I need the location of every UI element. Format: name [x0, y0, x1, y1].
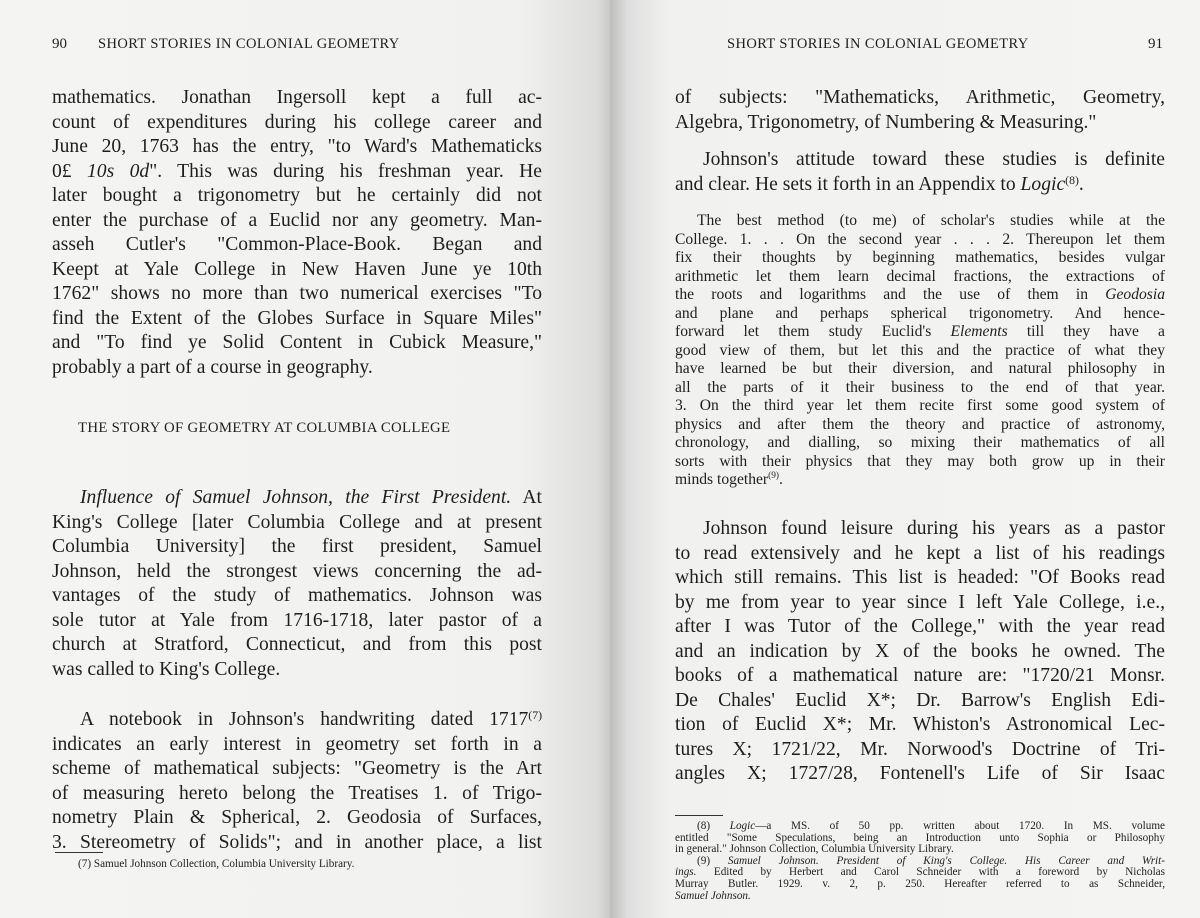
- text-line: books of a mathematical nature are: "1720/21 Monsr.: [675, 665, 1165, 686]
- text-line: physics and after them the theory and practice of astronomy,: [675, 415, 1165, 433]
- text-line: enter the purchase of a Euclid nor any geometry. Man-: [52, 209, 542, 231]
- text-line: Algebra, Trigonometry, of Numbering & Measuring.": [675, 111, 1097, 133]
- text-line: vantages of the study of mathematics. Johnson was: [52, 585, 542, 606]
- text-line: Columbia University] the first president, Samuel: [52, 536, 542, 557]
- text-line: A notebook in Johnson's handwriting dated 1717$^{(7)}$: [80, 709, 542, 730]
- text-line: of subjects: "Mathematicks, Arithmetic, Geometry,: [675, 87, 1165, 108]
- text-line: 0£ 10s 0d". This was during his freshman year. He: [52, 160, 542, 182]
- footnote: [78, 859, 478, 871]
- text-line: sorts with their physics that they may both grow up in their: [675, 452, 1165, 470]
- text-line: nometry Plain & Spherical, 2. Geodosia of Surfaces,: [52, 807, 542, 828]
- text-line: Influence of Samuel Johnson, the First President. At: [80, 487, 542, 508]
- text-line: and "To find ye Solid Content in Cubick Measure,": [52, 332, 542, 353]
- paragraph: [675, 148, 1165, 197]
- text-line: after I was Tutor of the College," with the year read: [675, 616, 1165, 637]
- paragraph: [675, 517, 1165, 787]
- text-line: the roots and logarithms and the use of them in Geodosia: [675, 286, 1165, 303]
- text-line: forward let them study Euclid's Elements till they have a: [675, 323, 1165, 340]
- text-line: and plane and perhaps spherical trigonometry. And hence-: [675, 304, 1165, 322]
- text-line: minds together$^{(9)}$.: [675, 471, 783, 488]
- text-line: chronology, and dialling, so mixing their mathematics of all: [675, 434, 1165, 451]
- right-page: [610, 0, 1200, 918]
- text-line: tures X; 1721/22, Mr. Norwood's Doctrine of Tri-: [675, 738, 1165, 760]
- footnote-rule: [55, 852, 103, 853]
- text-line: The best method (to me) of scholar's studies while at the: [697, 212, 1165, 229]
- text-line: 3. Stereometry of Solids"; and in another place, a list: [52, 831, 542, 853]
- text-line: asseh Cutler's "Common-Place-Book. Began and: [52, 234, 542, 255]
- text-line: Johnson's attitude toward these studies is definite: [703, 149, 1165, 170]
- text-line: indicates an early interest in geometry set forth in a: [52, 733, 542, 755]
- text-line: tion of Euclid X*; Mr. Whiston's Astronomical Lec-: [675, 714, 1165, 735]
- running-head: SHORT STORIES IN COLONIAL GEOMETRY: [727, 36, 1029, 52]
- text-line: by me from year to year since I left Yale College, i.e.,: [675, 591, 1165, 613]
- text-line: Johnson, held the strongest views concerning the ad-: [52, 560, 542, 582]
- text-line: and an indication by X of the books he owned. The: [675, 640, 1165, 662]
- text-line: find the Extent of the Globes Surface in Square Miles": [52, 307, 542, 329]
- text-line: later bought a trigonometry but he certainly did not: [52, 185, 542, 206]
- text-line: angles X; 1727/28, Fontenell's Life of Sir Isaac: [675, 763, 1165, 784]
- text-line: have learned be but their diversion, and natural philosophy in: [675, 360, 1165, 377]
- text-line: King's College [later Columbia College and at present: [52, 511, 542, 533]
- text-line: and clear. He sets it forth in an Appendix to Logic$^{(8)}$.: [675, 173, 1084, 195]
- text-line: fix their thoughts by beginning mathematics, besides vulgar: [675, 249, 1165, 266]
- text-line: of measuring hereto belong the Treatises 1. of Trigo-: [52, 782, 542, 804]
- text-line: ings. Edited by Herbert and Carol Schneider with a foreword by Nicholas: [675, 867, 1165, 879]
- text-line: 1762" shows no more than two numerical exercises "To: [52, 283, 542, 304]
- text-line: 3. On the third year let them recite first some good system of: [675, 397, 1165, 414]
- text-line: to read extensively and he kept a list of his readings: [675, 542, 1165, 564]
- block-quote: [675, 212, 1165, 490]
- footnotes: [675, 821, 1165, 902]
- text-line: mathematics. Jonathan Ingersoll kept a full ac-: [52, 87, 542, 108]
- text-line: (7) Samuel Johnson Collection, Columbia University Library.: [78, 859, 355, 870]
- text-line: was called to King's College.: [52, 658, 281, 680]
- text-line: De Chales' Euclid X*; Dr. Barrow's English Edi-: [675, 689, 1165, 711]
- text-line: church at Stratford, Connecticut, and from this post: [52, 634, 542, 655]
- paragraph: [52, 486, 542, 682]
- text-line: Samuel Johnson.: [675, 890, 751, 902]
- text-line: entitled "Some Speculations, being an Introduction unto Sophia or Philosophy: [675, 832, 1165, 844]
- paragraph: [52, 86, 542, 380]
- text-line: June 20, 1763 has the entry, "to Ward's Mathematicks: [52, 136, 542, 157]
- paragraph: [675, 86, 1165, 135]
- page-number: 90: [52, 36, 67, 52]
- text-line: scheme of mathematical subjects: "Geometry is the Art: [52, 758, 542, 779]
- text-line: Johnson found leisure during his years as a pastor: [703, 518, 1165, 539]
- page-number: 91: [1148, 36, 1163, 52]
- text-line: good view of them, but let this and the practice of what they: [675, 341, 1165, 359]
- text-line: sole tutor at Yale from 1716-1718, later pastor of a: [52, 609, 542, 631]
- text-line: count of expenditures during his college career and: [52, 111, 542, 133]
- text-line: all the parts of it their business to the end of that year.: [675, 378, 1165, 396]
- text-line: which still remains. This list is headed: "Of Books read: [675, 567, 1165, 588]
- text-line: (9) Samuel Johnson. President of King's College. His Career and Writ-: [697, 855, 1165, 867]
- text-line: in general." Johnson Collection, Columbia University Library.: [675, 844, 954, 856]
- text-line: Murray Butler. 1929. v. 2, p. 250. Hereafter referred to as Schneider,: [675, 878, 1165, 890]
- text-line: probably a part of a course in geography.: [52, 356, 373, 378]
- section-heading: THE STORY OF GEOMETRY AT COLUMBIA COLLEGE: [78, 420, 451, 436]
- running-head: SHORT STORIES IN COLONIAL GEOMETRY: [98, 36, 400, 52]
- text-line: Keept at Yale College in New Haven June ye 10th: [52, 258, 542, 280]
- footnote-rule: [675, 815, 723, 816]
- text-line: College. 1. . . On the second year . . . 2. Thereupon let them: [675, 230, 1165, 248]
- text-line: arithmetic let them learn decimal fractions, the extractions of: [675, 267, 1165, 285]
- paragraph: [52, 708, 542, 855]
- text-line: (8) Logic—a MS. of 50 pp. written about 1720. In MS. volume: [697, 821, 1165, 832]
